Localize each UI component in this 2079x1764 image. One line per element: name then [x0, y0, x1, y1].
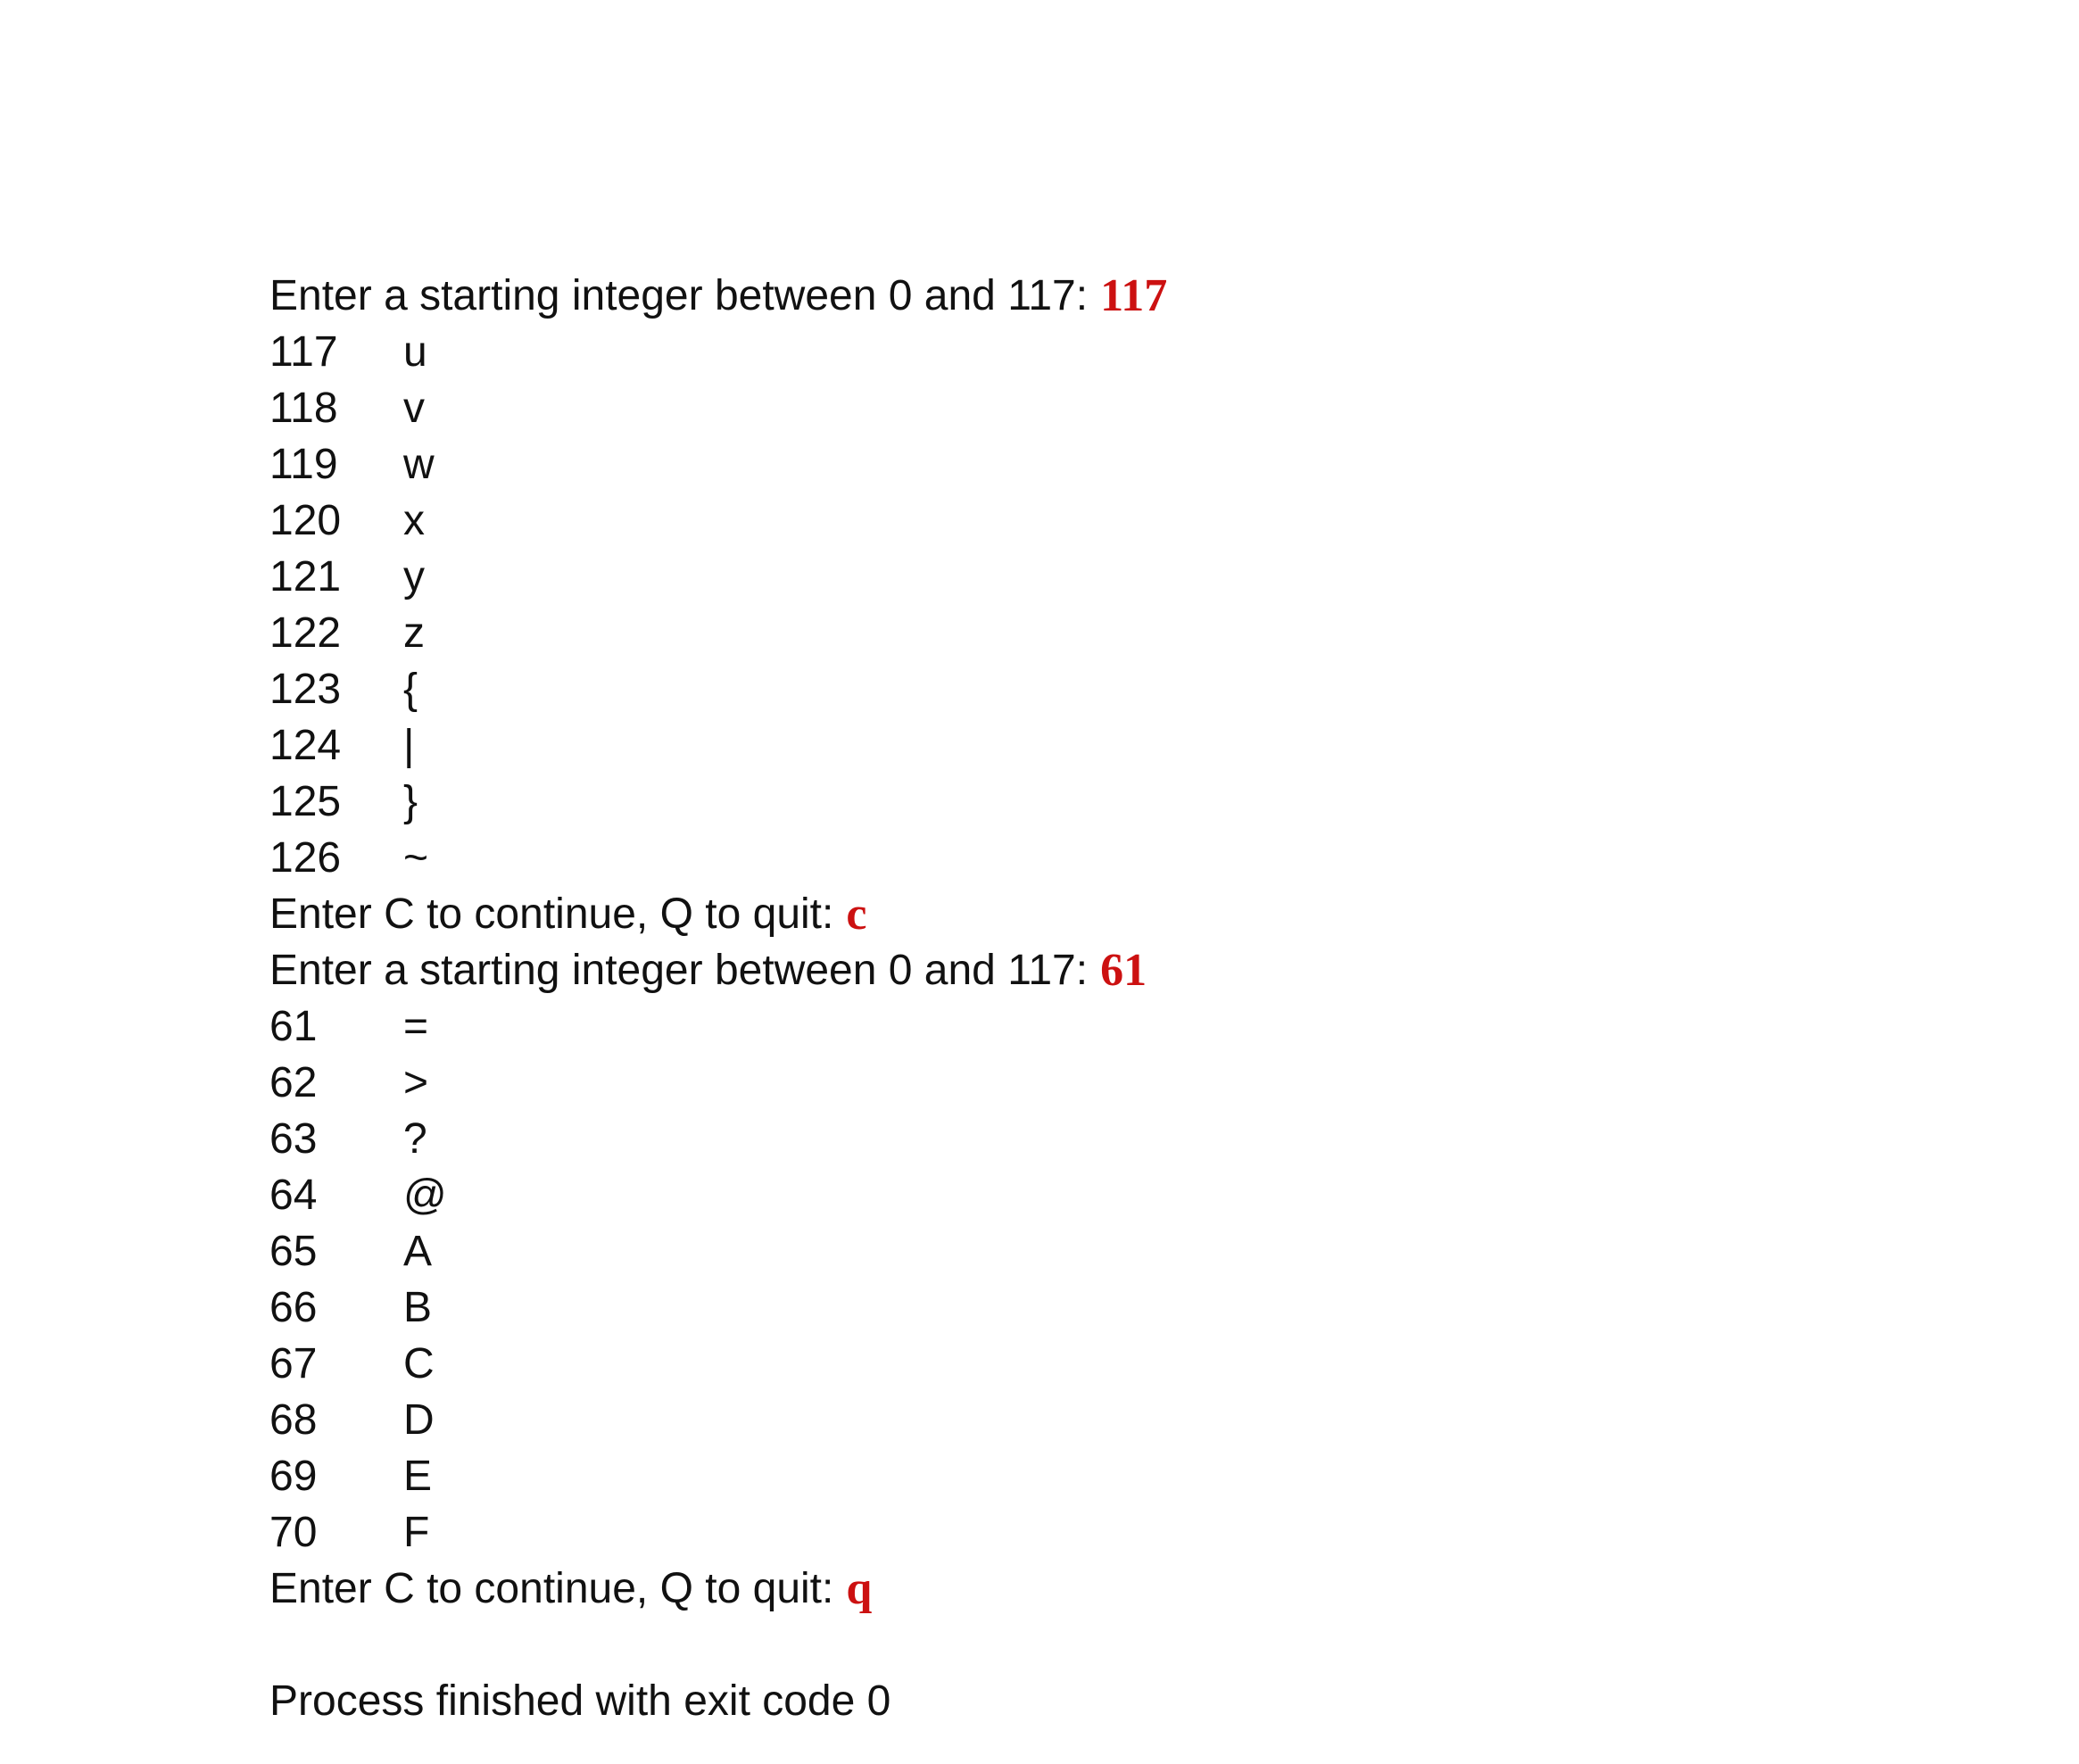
table-row	[269, 774, 1965, 830]
ascii-code: 120	[269, 497, 342, 544]
ascii-table	[269, 324, 1965, 886]
ascii-char: @	[403, 1172, 447, 1219]
continue-prompt: Enter C to continue, Q to quit:	[269, 890, 834, 938]
start-prompt-line	[269, 942, 1965, 998]
ascii-table	[269, 998, 1965, 1561]
ascii-char: D	[403, 1396, 435, 1444]
table-row	[269, 1111, 1965, 1167]
exit-message: Process finished with exit code 0	[269, 1677, 891, 1725]
table-row	[269, 1448, 1965, 1504]
table-row	[269, 1055, 1965, 1111]
table-row	[269, 380, 1965, 436]
ascii-code: 62	[269, 1059, 318, 1106]
ascii-char: ?	[403, 1115, 427, 1163]
ascii-char: E	[403, 1453, 433, 1500]
ascii-code: 65	[269, 1228, 318, 1275]
ascii-code: 123	[269, 666, 342, 713]
user-input-continue: c	[846, 889, 867, 940]
ascii-code: 125	[269, 778, 342, 825]
ascii-char: B	[403, 1284, 433, 1331]
continue-prompt-line	[269, 886, 1965, 942]
continue-prompt: Enter C to continue, Q to quit:	[269, 1565, 834, 1612]
table-row	[269, 998, 1965, 1055]
user-input-quit: q	[846, 1563, 873, 1614]
ascii-code: 70	[269, 1509, 318, 1556]
blank-line	[269, 1617, 1965, 1673]
ascii-char: =	[403, 1003, 429, 1050]
user-input-start: 117	[1100, 270, 1168, 321]
ascii-char: }	[403, 778, 418, 825]
table-row	[269, 324, 1965, 380]
ascii-code: 122	[269, 609, 342, 657]
ascii-code: 61	[269, 1003, 318, 1050]
table-row	[269, 1336, 1965, 1392]
ascii-code: 121	[269, 553, 342, 600]
ascii-code: 124	[269, 722, 342, 769]
table-row	[269, 1223, 1965, 1280]
start-prompt: Enter a starting integer between 0 and 117:	[269, 947, 1089, 994]
ascii-code: 119	[269, 441, 338, 488]
table-row	[269, 830, 1965, 886]
table-row	[269, 717, 1965, 774]
ascii-code: 117	[269, 328, 338, 376]
ascii-code: 69	[269, 1453, 318, 1500]
quit-prompt-line	[269, 1561, 1965, 1617]
ascii-char: A	[403, 1228, 433, 1275]
table-row	[269, 436, 1965, 493]
start-prompt-line	[269, 268, 1965, 324]
table-row	[269, 1392, 1965, 1448]
table-row	[269, 1504, 1965, 1561]
ascii-code: 64	[269, 1172, 318, 1219]
table-row	[269, 605, 1965, 661]
ascii-char: |	[403, 722, 415, 769]
ascii-char: C	[403, 1340, 435, 1387]
ascii-char: z	[403, 609, 425, 657]
user-input-start: 61	[1100, 945, 1147, 996]
table-row	[269, 1280, 1965, 1336]
ascii-code: 67	[269, 1340, 318, 1387]
ascii-char: y	[403, 553, 425, 600]
table-row	[269, 549, 1965, 605]
ascii-char: {	[403, 666, 418, 713]
console-output	[269, 268, 1965, 1729]
ascii-code: 68	[269, 1396, 318, 1444]
ascii-code: 66	[269, 1284, 318, 1331]
ascii-char: u	[403, 328, 427, 376]
ascii-char: ~	[403, 834, 429, 882]
ascii-char: F	[403, 1509, 430, 1556]
exit-line	[269, 1673, 1965, 1729]
ascii-code: 126	[269, 834, 342, 882]
start-prompt: Enter a starting integer between 0 and 117:	[269, 272, 1089, 319]
table-row	[269, 1167, 1965, 1223]
ascii-code: 63	[269, 1115, 318, 1163]
ascii-char: >	[403, 1059, 429, 1106]
table-row	[269, 661, 1965, 717]
table-row	[269, 493, 1965, 549]
ascii-char: v	[403, 385, 425, 432]
ascii-char: w	[403, 441, 435, 488]
ascii-char: x	[403, 497, 425, 544]
ascii-code: 118	[269, 385, 338, 432]
